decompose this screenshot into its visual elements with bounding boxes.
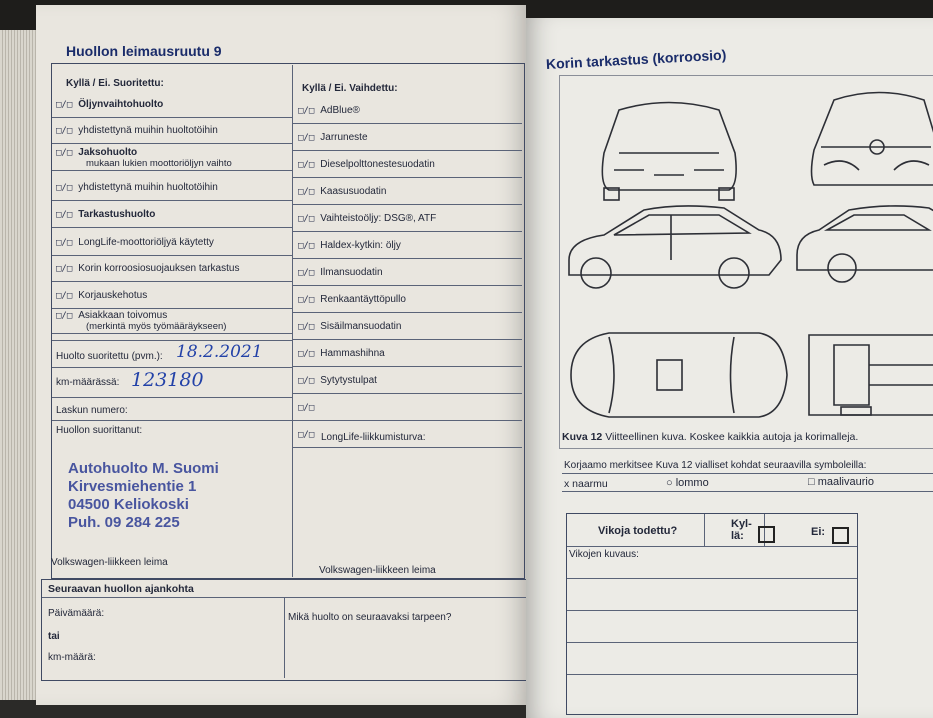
defects-no-label: Ei: <box>811 526 825 538</box>
row-divider <box>292 258 522 259</box>
row-divider <box>292 393 522 394</box>
row-divider <box>52 281 292 282</box>
checkbox-pair[interactable]: □/□ <box>56 126 72 136</box>
left-page-title: Huollon leimausruutu 9 <box>66 43 222 59</box>
checkbox-pair[interactable]: □/□ <box>298 376 314 386</box>
right-item-label: Kaasusuodatin <box>320 186 386 197</box>
vw-stamp-label-left: Volkswagen-liikkeen leima <box>51 557 168 568</box>
service-performer-label: Huollon suorittanut: <box>56 425 142 436</box>
legend-dent: ○ lommo <box>666 477 709 489</box>
row-divider <box>52 117 292 118</box>
stamp-line-name: Autohuolto M. Suomi <box>68 460 219 478</box>
checkbox-pair[interactable]: □/□ <box>298 241 314 251</box>
right-item-label: Jarruneste <box>320 132 367 143</box>
checkbox-pair[interactable]: □/□ <box>298 430 314 440</box>
right-page-title: Korin tarkastus (korroosio) <box>546 47 727 72</box>
right-item-row <box>298 402 320 413</box>
left-item-label: Jaksohuolto <box>78 147 137 158</box>
right-item-row <box>298 294 406 305</box>
right-item-label: Sisäilmansuodatin <box>320 321 401 332</box>
right-item-row <box>298 375 377 386</box>
column-divider <box>292 65 293 577</box>
car-front-view <box>812 93 933 186</box>
invoice-number-label: Laskun numero: <box>56 405 128 416</box>
km-value: 123180 <box>131 369 204 391</box>
right-item-row <box>298 105 360 116</box>
checkbox-pair[interactable]: □/□ <box>298 187 314 197</box>
longlife-label: LongLife-liikkumisturva: <box>321 432 426 443</box>
right-item-label: Sytytystulpat <box>320 375 377 386</box>
defects-no-checkbox[interactable] <box>832 527 849 544</box>
car-top-view <box>571 333 787 417</box>
checkbox-pair[interactable]: □/□ <box>298 403 314 413</box>
left-item-row <box>56 182 218 193</box>
left-item-row <box>56 125 218 136</box>
page-stack-edge <box>0 30 40 700</box>
left-item-row <box>56 310 226 332</box>
row-divider <box>52 170 292 171</box>
service-date-label: Huolto suoritettu (pvm.): <box>56 351 163 362</box>
left-item-label: yhdistettynä muihin huoltotöihin <box>78 125 218 136</box>
next-service-title: Seuraavan huollon ajankohta <box>48 583 194 595</box>
workshop-stamp <box>68 460 219 532</box>
legend-scratch: x naarmu <box>564 478 608 490</box>
legend-paint-damage: □ maalivaurio <box>808 476 874 488</box>
next-date-label: Päivämäärä: <box>48 608 104 619</box>
row-divider <box>52 255 292 256</box>
checkbox-pair[interactable]: □/□ <box>56 291 72 301</box>
left-item-row <box>56 290 147 301</box>
left-item-label: Korin korroosiosuojauksen tarkastus <box>78 263 239 274</box>
next-km-label: km-määrä: <box>48 652 96 663</box>
checkbox-pair[interactable]: □/□ <box>298 268 314 278</box>
row-divider <box>52 143 292 144</box>
right-item-row <box>298 321 401 332</box>
checkbox-pair[interactable]: □/□ <box>298 322 314 332</box>
checkbox-pair[interactable]: □/□ <box>298 133 314 143</box>
left-item-label: LongLife-moottoriöljyä käytetty <box>78 237 214 248</box>
figure-caption-text: Viitteellinen kuva. Koskee kaikkia autoja ja korimalleja. <box>605 431 858 443</box>
checkbox-pair[interactable]: □/□ <box>56 238 72 248</box>
row-divider <box>292 339 522 340</box>
checkbox-pair[interactable]: □/□ <box>56 210 72 220</box>
defects-description-label: Vikojen kuvaus: <box>569 549 639 560</box>
right-item-row <box>298 240 401 251</box>
left-item-row <box>56 147 232 169</box>
checkbox-pair[interactable]: □/□ <box>298 106 314 116</box>
right-item-row <box>298 267 383 278</box>
left-item-label: Asiakkaan toivomus <box>78 310 167 321</box>
right-item-row <box>298 159 435 170</box>
vw-stamp-label-right: Volkswagen-liikkeen leima <box>319 565 436 576</box>
next-which-label: Mikä huolto on seuraavaksi tarpeen? <box>288 612 451 623</box>
checkbox-pair[interactable]: □/□ <box>298 349 314 359</box>
checkbox-pair[interactable]: □/□ <box>298 295 314 305</box>
right-item-row <box>298 132 368 143</box>
checkbox-pair[interactable]: □/□ <box>56 148 72 158</box>
left-item-sublabel: mukaan lukien moottoriöljyn vaihto <box>86 158 232 169</box>
row-divider <box>292 150 522 151</box>
service-date-value: 18.2.2021 <box>176 342 263 362</box>
checkbox-pair[interactable]: □/□ <box>56 100 72 110</box>
left-item-row <box>56 209 155 220</box>
left-item-label: Öljynvaihtohuolto <box>78 99 163 110</box>
instruction-text: Korjaamo merkitsee Kuva 12 vialliset kohdat seuraavilla symboleilla: <box>564 460 866 471</box>
left-column-header: Kyllä / Ei. Suoritettu: <box>66 78 164 89</box>
defects-box <box>566 513 858 715</box>
right-item-row <box>298 186 386 197</box>
left-page <box>36 5 526 705</box>
right-item-label: Renkaantäyttöpullo <box>320 294 406 305</box>
row-divider <box>52 227 292 228</box>
row-divider <box>292 312 522 313</box>
row-divider <box>292 123 522 124</box>
row-divider <box>52 200 292 201</box>
row-divider <box>292 447 522 448</box>
right-item-row <box>298 429 320 440</box>
left-item-row <box>56 237 214 248</box>
figure-number: Kuva 12 <box>562 431 602 443</box>
right-column-header: Kyllä / Ei. Vaihdettu: <box>302 83 398 94</box>
left-item-label: yhdistettynä muihin huoltotöihin <box>78 182 218 193</box>
right-item-label: Vaihteistoöljy: DSG®, ATF <box>320 213 436 224</box>
left-item-sublabel: (merkintä myös työmääräykseen) <box>86 321 226 332</box>
stamp-line-street: Kirvesmiehentie 1 <box>68 478 219 496</box>
car-underbody-view <box>809 335 933 415</box>
right-page <box>526 18 933 718</box>
left-item-label: Korjauskehotus <box>78 290 147 301</box>
defects-found-label: Vikoja todettu? <box>598 525 677 537</box>
row-divider <box>292 177 522 178</box>
checkbox-pair[interactable]: □/□ <box>298 160 314 170</box>
next-or-label: tai <box>48 631 60 642</box>
row-divider <box>292 285 522 286</box>
right-item-label: Ilmansuodatin <box>320 267 382 278</box>
checkbox-pair[interactable]: □/□ <box>298 214 314 224</box>
row-divider <box>292 204 522 205</box>
row-divider <box>292 366 522 367</box>
row-divider <box>52 308 292 309</box>
right-item-row <box>298 213 436 224</box>
stamp-line-city: 04500 Keliokoski <box>68 496 219 514</box>
checkbox-pair[interactable]: □/□ <box>56 183 72 193</box>
row-divider <box>292 231 522 232</box>
figure-caption <box>562 431 858 443</box>
left-item-row <box>56 263 239 274</box>
left-item-row <box>56 99 163 110</box>
right-item-label: Dieselpolttonestesuodatin <box>320 159 435 170</box>
right-item-label: Haldex-kytkin: öljy <box>320 240 401 251</box>
stamp-line-phone: Puh. 09 284 225 <box>68 514 219 532</box>
car-rear-view <box>602 103 736 191</box>
right-item-row <box>298 348 385 359</box>
km-label: km-määrässä: <box>56 377 119 388</box>
checkbox-pair[interactable]: □/□ <box>56 264 72 274</box>
car-side-view-left <box>569 206 781 275</box>
checkbox-pair[interactable]: □/□ <box>56 311 72 321</box>
row-divider <box>52 333 292 334</box>
left-item-label: Tarkastushuolto <box>78 209 155 220</box>
defects-yes-label: Kyl- lä: <box>731 518 752 542</box>
defects-yes-checkbox[interactable] <box>758 526 775 543</box>
right-item-label: AdBlue® <box>320 105 360 116</box>
car-diagrams <box>559 75 933 447</box>
right-item-label: Hammashihna <box>320 348 384 359</box>
